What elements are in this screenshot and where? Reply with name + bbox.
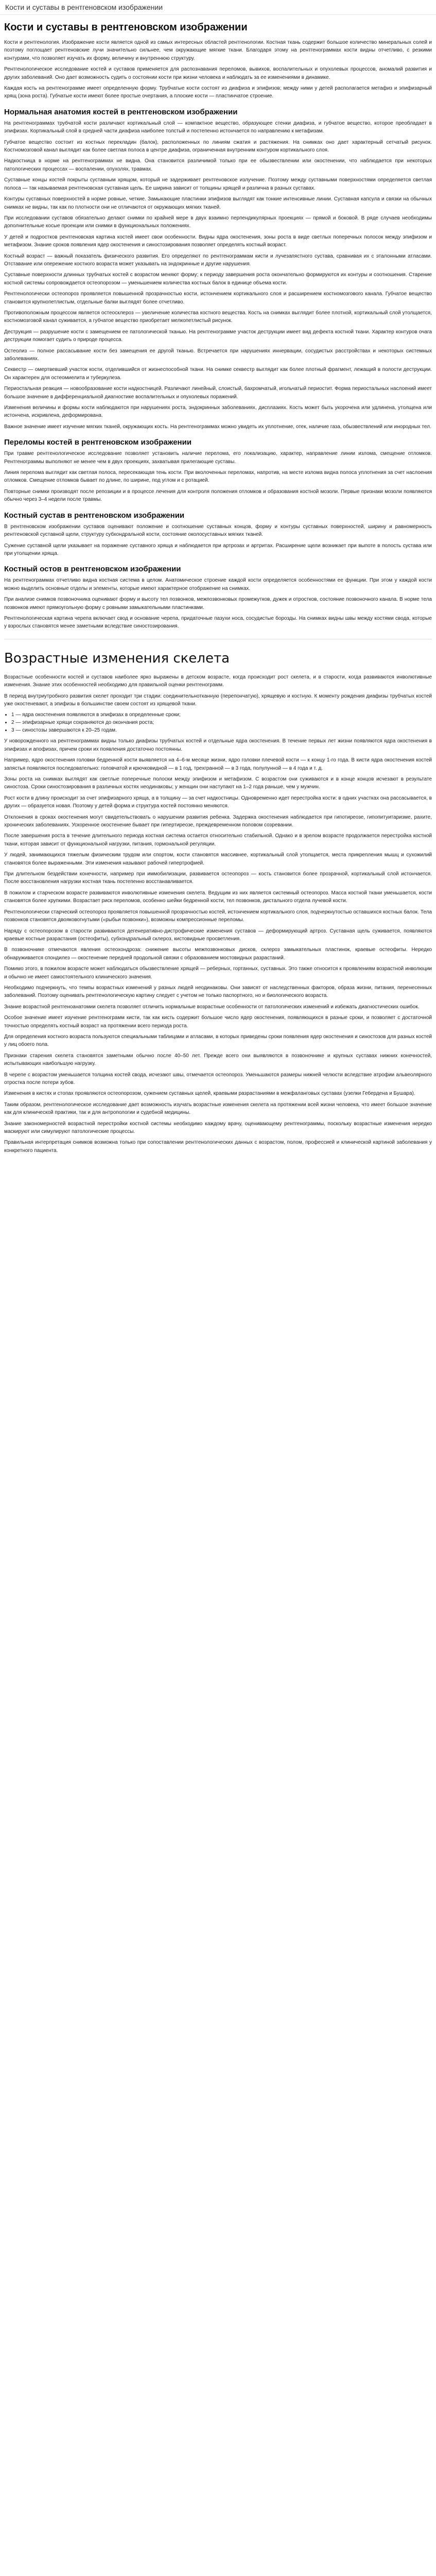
section-paragraph: Губчатое вещество состоит из костных перекладин (балок), расположенных по линиям сжатия и растяжения. На снимках оно дает характерный сетчатый рисунок. Костномозговой канал выглядит как более светлая полоса в центре диафиза, ограниченная внутренним контуром кортикального слоя. xyxy=(4,139,432,154)
intro-paragraph: Кости и рентгенология. Изображение кости является одной из самых интересных областей рентгенологии. Костная ткань содержит большое количество минеральных солей и поэтому поглощает рентгеновские лучи значительно сильнее, чем окружающие мягкие ткани. Благодаря этому на рентгенограммах кости видны отчетливо, с резкими контурами, что позволяет изучать их форму, величину и внутреннюю структуру. xyxy=(4,40,432,61)
section-paragraph: У новорожденного на рентгенограммах видны только диафизы трубчатых костей и отдельные ядра окостенения. В течение первых лет жизни появляются ядра окостенения в эпифизах и апофизах, причем сроки их появления достаточно постоянны. xyxy=(4,738,432,752)
section-paragraph: Повторные снимки производят после репозиции и в процессе лечения для контроля положения отломков и образования костной мозоли. Первые признаки мозоли появляются обычно через 3–4 недели после травмы. xyxy=(4,488,432,503)
section-paragraph: В пожилом и старческом возрасте развиваются инволютивные изменения скелета. Ведущим из них является системный остеопороз. Масса костной ткани уменьшается, кости становятся более хрупкими. Возрастает риск переломов, особенно шейки бедренной кости, тел позвонков, дистального отдела лучевой кости. xyxy=(4,890,432,904)
section-paragraph: На рентгенограммах трубчатой кости различают кортикальный слой — компактное вещество, образующее стенки диафиза, и губчатое вещество, которое преобладает в эпифизах. Кортикальный слой в средней части диафиза наиболее толстый и постепенно истончается по направлению к метафизам. xyxy=(4,120,432,134)
section-heading: Костный остов в рентгеновском изображении xyxy=(4,565,181,574)
section-paragraph: Изменения в кистях и стопах проявляются остеопорозом, сужением суставных щелей, краевыми разрастаниями в межфаланговых суставах (узелки Гебердена и Бушара). xyxy=(4,1091,415,1097)
section-paragraph: Отклонения в сроках окостенения могут свидетельствовать о нарушении развития ребенка. Задержка окостенения наблюдается при гипотиреозе, гипопитуитаризме, рахите, хронических заболеваниях. Ускоренное окостенение бывает при гипертиреозе, преждевременном половом созревании. xyxy=(4,814,432,828)
intro-paragraph: Каждая кость на рентгенограмме имеет определенную форму. Трубчатые кости состоят из диафиза и эпифизов; между ними у детей располагается метафиз и эпифизарный хрящ (зона роста). Губчатые кости имеют более простые очертания, а плоские кости — пластинчатое строение. xyxy=(4,86,432,99)
section-age-changes xyxy=(4,651,432,1155)
sections xyxy=(4,108,432,631)
section-paragraph: В позвоночнике отмечаются явления остеохондроза: снижение высоты межпозвонковых дисков, склероз замыкательных пластинок, краевые остеофиты. Нередко обнаруживается спондилез — окостенение передней продольной связки с образованием мостовидных разрастаний. xyxy=(4,947,432,961)
section-paragraph: После завершения роста в течение длительного периода костная система остается относительно стабильной. Однако и в зрелом возрасте продолжается перестройка костной ткани, которая зависит от функциональной нагрузки, питания, гормональной регуляции. xyxy=(4,833,432,847)
section-paragraph: Наряду с остеопорозом в старости развиваются дегенеративно-дистрофические изменения суставов — деформирующий артроз. Суставная щель суживается, появляются краевые костные разрастания (остеофиты), субхондральный склероз, кистовидные просветления. xyxy=(4,928,432,942)
section-paragraph: При травме рентгенологическое исследование позволяет установить наличие перелома, его локализацию, характер, направление линии излома, смещение отломков. Рентгенограммы выполняют не менее чем в двух проекциях, захватывая прилегающие суставы. xyxy=(4,451,432,465)
section-paragraphs xyxy=(4,673,432,708)
article-section xyxy=(4,108,432,431)
section-paragraph: Рентгенологически старческий остеопороз проявляется повышенной прозрачностью костей, истончением кортикального слоя, подчеркнутостью оставшихся костных балок. Тела позвонков становятся двояковогнутыми («рыбьи позвонки»), возможны компрессионные переломы. xyxy=(4,909,432,923)
section-paragraph: Зоны роста на снимках выглядят как светлые поперечные полоски между эпифизом и метафизом. С возрастом они суживаются и в конце концов исчезают в результате синостоза. Сроки синостозирования в различных костях неодинаковы; у женщин они наступают на 1–2 года раньше, чем у мужчин. xyxy=(4,776,432,790)
section-paragraph: В рентгеновском изображении суставов оценивают положение и соотношение суставных концов, форму и контуры суставных поверхностей, ширину и равномерность рентгеновской суставной щели, структуру субхондральной кости, состояние околосуставных мягких тканей. xyxy=(4,523,432,538)
section-paragraph: У детей и подростков рентгеновская картина костей имеет свои особенности. Видны ядра окостенения, зоны роста в виде светлых поперечных полосок между эпифизом и метафизом. Знание сроков появления ядер окостенения и синостозирования позволяет определять костный возраст. xyxy=(4,234,432,248)
article-section xyxy=(4,438,432,503)
section-paragraph: При исследовании суставов обязательно делают снимки по крайней мере в двух взаимно перпендикулярных проекциях — прямой и боковой. В ряде случаев необходимы дополнительные косые проекции или снимки в функциональных положениях. xyxy=(4,215,432,229)
section-paragraph: Линия перелома выглядит как светлая полоса, пересекающая тень кости. При вколоченных переломах, напротив, на месте излома видна полоса уплотнения за счет наслоения отломков. Смещение отломков бывает по длине, по ширине, под углом и с ротацией. xyxy=(4,470,432,484)
section-paragraph: Рентгенологически остеопороз проявляется повышенной прозрачностью кости, истончением кортикального слоя и расширением костномозгового канала. Губчатое вещество становится крупнопетлистым, отдельные балки выглядят более отчетливо. xyxy=(4,291,432,305)
section-paragraph: При длительном бездействии конечности, например при иммобилизации, развивается остеопороз — кость становится более прозрачной, кортикальный слой истончается. После восстановления нагрузки костная ткань постепенно восстанавливается. xyxy=(4,871,432,885)
section-paragraph: При анализе снимков позвоночника оценивают форму и высоту тел позвонков, межпозвонковых промежутков, дужек и отростков, состояние позвоночного канала. В норме тела позвонков имеют прямоугольную форму с ровными замыкательными пластинками. xyxy=(4,597,432,611)
section-heading: Костный сустав в рентгеновском изображении xyxy=(4,511,185,520)
section-paragraph: Особое значение имеет изучение рентгенограмм кисти, так как кисть содержит большое число ядер окостенения, появляющихся в разные сроки, и позволяет с достаточной точностью определять костный возраст на протяжении всего периода роста. xyxy=(4,1015,432,1029)
intro xyxy=(4,39,432,100)
section-paragraph: В черепе с возрастом уменьшается толщина костей свода, исчезают швы, отмечается остеопороз. Уменьшаются размеры нижней челюсти вследствие атрофии альвеолярного отростка после потери зубов. xyxy=(4,1072,432,1086)
section-paragraph: Таким образом, рентгенологическое исследование дает возможность изучать возрастные изменения скелета на протяжении всей жизни человека, что имеет большое значение как для клинической практики, так и для антропологии и судебной медицины. xyxy=(4,1101,432,1116)
section-paragraph: Сужение суставной щели указывает на поражение суставного хряща и наблюдается при артрозах и артритах. Расширение щели возникает при выпоте в полость сустава или при утолщении хряща. xyxy=(4,543,432,556)
section-heading: Переломы костей в рентгеновском изображении xyxy=(4,438,192,447)
section-paragraph: Рост кости в длину происходит за счет эпифизарного хряща, а в толщину — за счет надкостницы. Одновременно идет перестройка кости: в одних участках она рассасывается, в других — образуется новая. Поэтому у детей форма и структура костей постоянно меняются. xyxy=(4,795,432,809)
section-paragraph: Контуры суставных поверхностей в норме ровные, четкие. Замыкающие пластинки эпифизов выглядят как тонкие интенсивные линии. Суставная капсула и связки на обычных снимках не видны, так как по плотности они не отличаются от окружающих мягких тканей. xyxy=(4,196,432,210)
section-paragraph: Надкостница в норме на рентгенограммах не видна. Она становится различимой только при ее обызвествлении или окостенении, что наблюдается при некоторых патологических процессах — воспалении, опухолях, травмах. xyxy=(4,158,432,172)
article-section xyxy=(4,565,432,630)
list-item: • 2 — эпифизарные хрящи сохраняются до окончания роста; xyxy=(11,719,432,726)
section-paragraph: На рентгенограммах отчетливо видна костная система в целом. Анатомическое строение каждой кости определяется особенностями ее функции. При этом у каждой кости можно выделить основные отделы и элементы, которые имеют характерное отображение на снимках. xyxy=(4,578,432,591)
list-item: • 3 — синостозы завершаются к 20–25 годам. xyxy=(11,726,432,734)
page-tab-title: Кости и суставы в рентгеновском изображении xyxy=(0,0,436,15)
list-item: • 1 — ядра окостенения появляются в эпифизах в определенные сроки; xyxy=(11,711,432,719)
section-paragraph: Деструкция — разрушение кости с замещением ее патологической тканью. На рентгенограмме участок деструкции имеет вид дефекта костной ткани. Характер контуров очага деструкции помогает судить о природе процесса. xyxy=(4,329,432,343)
article-title: Кости и суставы в рентгеновском изображении xyxy=(4,22,248,33)
section-paragraph: Изменения величины и формы кости наблюдаются при нарушениях роста, эндокринных заболеваниях, дисплазиях. Кость может быть укорочена или удлинена, утолщена или истончена, искривлена, деформирована. xyxy=(4,405,432,419)
section-paragraph: Важное значение имеет изучение мягких тканей, окружающих кость. На рентгенограммах можно увидеть их уплотнение, отек, наличие газа, обызвествлений или инородных тел. xyxy=(4,423,431,430)
section-paragraph: Суставные поверхности длинных трубчатых костей с возрастом меняют форму; к периоду завершения роста окончательно формируются их контуры и соотношения. Старение костной системы сопровождается остеопорозом — уменьшением количества костных балок в единице объема кости. xyxy=(4,272,432,286)
section-paragraph: У людей, занимающихся тяжелым физическим трудом или спортом, кости становятся массивнее, кортикальный слой утолщается, места прикрепления мышц и сухожилий становятся более выраженными. Эти изменения называют рабочей гипертрофией. xyxy=(4,852,432,866)
section-paragraph: Для определения костного возраста пользуются специальными таблицами и атласами, в которых приведены сроки появления ядер окостенения и синостозов для разных костей у лиц обоего пола. xyxy=(4,1033,432,1048)
section-paragraph: Помимо этого, в пожилом возрасте может наблюдаться обызвествление хрящей — реберных, гортанных, суставных. Это также относится к проявлениям возрастной инволюции и обычно не имеет самостоятельного клинического значения. xyxy=(4,966,432,980)
section-paragraph: Периостальная реакция — новообразование кости надкостницей. Различают линейный, слоистый, бахромчатый, игольчатый периостит. Форма периостальных наслоений имеет большое значение в дифференциальной диагностике воспалительных и опухолевых поражений. xyxy=(4,386,432,400)
article-section xyxy=(4,511,432,558)
intro-paragraph: Рентгенологическое исследование костей и суставов применяется для распознавания переломов, вывихов, воспалительных и опухолевых процессов, аномалий развития и других заболеваний. Оно дает возможность судить о состоянии кости при жизни человека и наблюдать за ее изменениями в динамике. xyxy=(4,66,432,80)
section-paragraph: Знание возрастной рентгеноанатомии скелета позволяет отличить нормальные возрастные особенности от патологических изменений и избежать диагностических ошибок. xyxy=(4,1004,420,1010)
section-paragraph: Рентгенологическая картина черепа включает свод и основание черепа, придаточные пазухи носа, сосудистые борозды. На снимках видны швы между костями свода, которые у взрослых становятся менее заметными вследствие синостозирования. xyxy=(4,615,432,630)
section-list xyxy=(4,711,432,734)
article xyxy=(4,21,432,631)
section-paragraph: Секвестр — омертвевший участок кости, отделившийся от жизнеспособной ткани. На снимке секвестр выглядит как более плотный фрагмент, лежащий в полости деструкции. Он характерен для остеомиелита и туберкулеза. xyxy=(4,367,432,381)
page-content xyxy=(0,15,436,1155)
section-paragraph: Правильная интерпретация снимков возможна только при сопоставлении рентгенологических данных с возрастом, полом, профессией и клинической картиной заболевания у конкретного пациента. xyxy=(4,1140,432,1154)
section-heading: Нормальная анатомия костей в рентгеновском изображении xyxy=(4,107,238,116)
section-paragraph: Признаки старения скелета становятся заметными обычно после 40–50 лет. Прежде всего они выявляются в позвоночнике и крупных суставах нижних конечностей, испытывающих наибольшую нагрузку. xyxy=(4,1053,432,1067)
section-paragraph: Необходимо подчеркнуть, что темпы возрастных изменений у разных людей неодинаковы. Они зависят от наследственных факторов, образа жизни, питания, перенесенных заболеваний. Поэтому оценивать рентгенологическую картину следует с учетом не только паспортного, но и биологического возраста. xyxy=(4,985,432,999)
section-heading: Возрастные изменения скелета xyxy=(4,650,230,666)
section-paragraph: Противоположным процессом является остеосклероз — увеличение количества костного вещества. Кость на снимках выглядит более плотной, кортикальный слой утолщается, костномозговой канал суживается, а губчатое вещество приобретает мелкопетлистый рисунок. xyxy=(4,310,432,324)
section-paragraph: В период внутриутробного развития скелет проходит три стадии: соединительнотканную (перепончатую), хрящевую и костную. К моменту рождения диафизы трубчатых костей уже окостеневают, а эпифизы в большинстве своем состоят из хрящевой ткани. xyxy=(4,693,432,707)
section-paragraph: Знание закономерностей возрастной перестройки костной системы необходимо каждому врачу, оценивающему рентгенограммы, поскольку возрастные изменения нередко маскируют или симулируют патологические процессы. xyxy=(4,1121,432,1135)
section-paragraph: Например, ядро окостенения головки бедренной кости выявляется на 4–6-м месяце жизни, ядро головки плечевой кости — к концу 1-го года. В кисти ядра окостенения костей запястья появляются последовательно: головчатой и крючковидной — в 1 год, трехгранной — в 3 года, полулунной — в 4 года и т. д. xyxy=(4,757,432,771)
section-paragraphs-2 xyxy=(4,737,432,1155)
section-paragraph: Костный возраст — важный показатель физического развития. Его определяют по рентгенограммам кисти и лучезапястного сустава, сравнивая их с эталонными атласами. Отставание или опережение костного возраста может указывать на эндокринные и другие нарушения. xyxy=(4,253,432,267)
section-paragraph: Возрастные особенности костей и суставов наиболее ярко выражены в детском возрасте, когда происходит рост скелета, и в старости, когда развиваются инволютивные изменения. Знание этих особенностей необходимо для правильной оценки рентгенограмм. xyxy=(4,674,432,688)
section-paragraph: Суставные концы костей покрыты суставным хрящом, который не задерживает рентгеновское излучение. Поэтому между суставными поверхностями определяется светлая полоса — так называемая рентгеновская суставная щель. Ее ширина зависит от толщины хрящей и различна в разных суставах. xyxy=(4,177,432,191)
section-paragraph: Остеолиз — полное рассасывание кости без замещения ее другой тканью. Встречается при нарушениях иннервации, сосудистых расстройствах и некоторых системных заболеваниях. xyxy=(4,348,432,362)
